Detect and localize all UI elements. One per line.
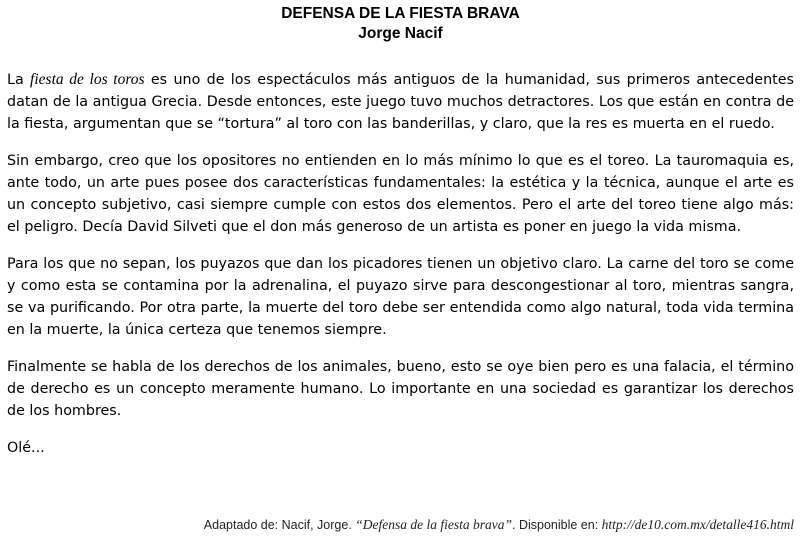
credit-source-title: “Defensa de la fiesta brava” (355, 517, 513, 532)
paragraph-3: Para los que no sepan, los puyazos que dan los picadores tienen un objetivo claro. La carne del toro se come y como esta se contamina por la adrenalina, el puyazo sirve para descongestionar al toro, mientras sangra, se va purificando. Por otra parte, la muerte del toro debe ser entendida como algo natural, toda vida termina en la muerte, la única certeza que tenemos siempre. (7, 256, 794, 338)
credit-middle: . Disponible en: (512, 518, 602, 532)
paragraph-5: Olé... (7, 440, 45, 456)
source-credit (204, 517, 794, 533)
paragraph-4: Finalmente se habla de los derechos de los animales, bueno, esto se oye bien pero es una falacia, el término de derecho es un concepto meramente humano. Lo importante en una sociedad es garantizar los derechos de los hombres. (7, 359, 794, 419)
paragraph-1-italic-phrase: fiesta de los toros (30, 71, 145, 88)
paragraph-2: Sin embargo, creo que los opositores no entienden en lo más mínimo lo que es el toreo. La tauromaquia es, ante todo, un arte pues posee dos características fundamentales: la estética y la técnica, aunque el arte es un concepto subjetivo, casi siempre cumple con estos dos elementos. Pero el arte del toreo tiene algo más: el peligro. Decía David Silveti que el don más generoso de un artista es poner en juego la vida misma. (7, 153, 794, 235)
paragraph-1-rest: es uno de los espectáculos más antiguos de la humanidad, sus primeros antecedentes datan de la antigua Grecia. Desde entonces, este juego tuvo muchos detractores. Los que están en contra de la fiesta, argumentan que se “tortura” al toro con las banderillas, y claro, que la res es muerta en el ruedo. (7, 72, 794, 132)
document-page (7, 4, 794, 459)
document-author: Jorge Nacif (358, 25, 443, 42)
credit-prefix: Adaptado de: Nacif, Jorge. (203, 518, 356, 532)
credit-url: http://de10.com.mx/detalle416.html (601, 517, 794, 532)
document-body (7, 69, 794, 459)
document-title: DEFENSA DE LA FIESTA BRAVA (281, 5, 520, 22)
paragraph-1 (7, 69, 794, 135)
paragraph-1-lead: La (7, 72, 31, 88)
